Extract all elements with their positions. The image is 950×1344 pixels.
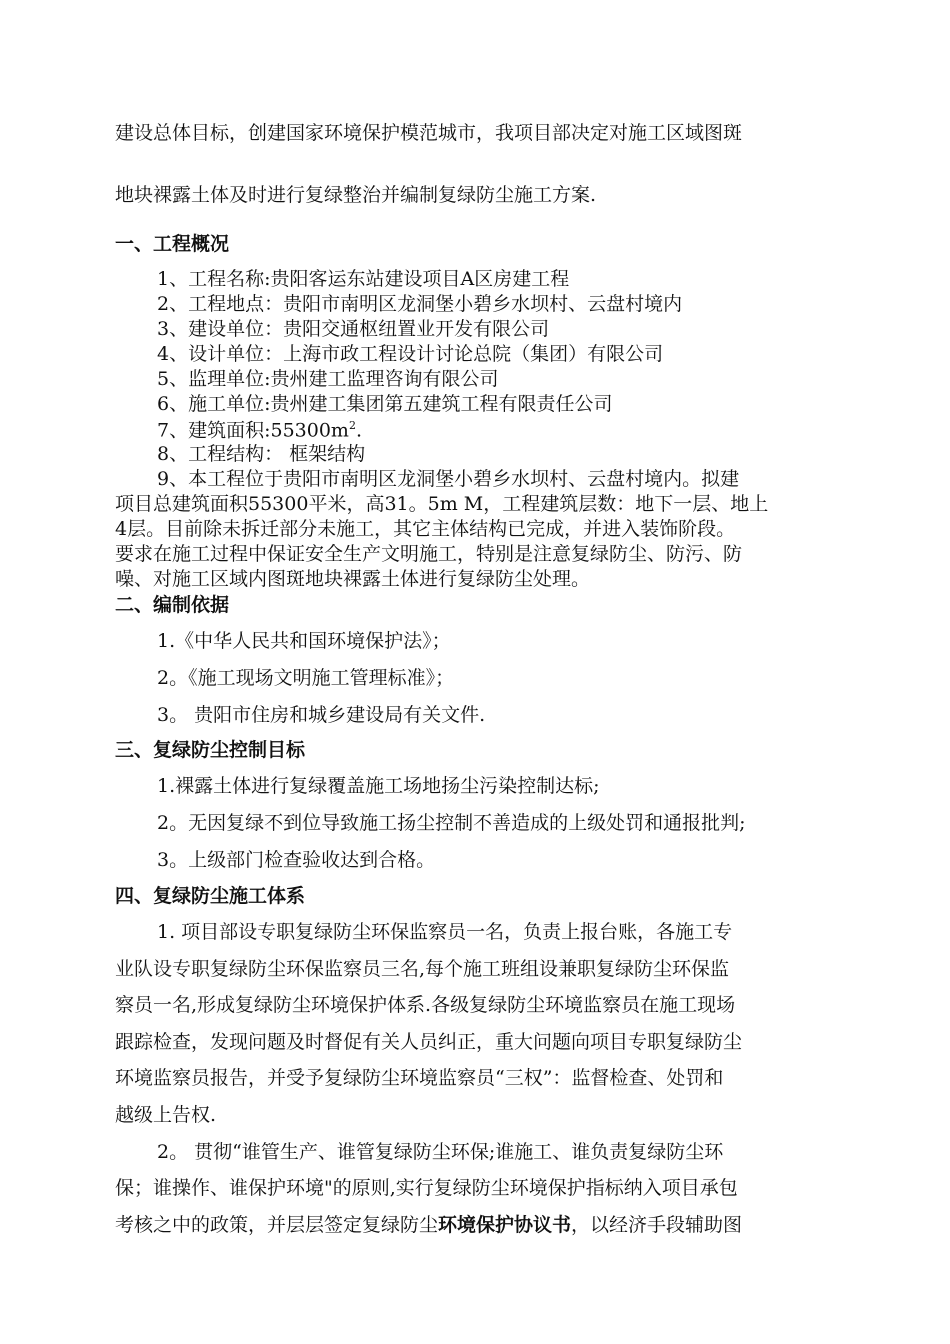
section-4-p2-line-2: 保；谁操作、谁保护环境"的原则,实行复绿防尘环境保护指标纳入项目承包 [115,1177,738,1199]
item-7-superscript: 2 [348,419,356,432]
section-1-item-8: 8、工程结构： 框架结构 [157,443,366,465]
section-4-p1-line-2: 业队设专职复绿防尘环保监察员三名,每个施工班组设兼职复绿防尘环保监 [115,958,730,980]
section-4-p2-line-3 [115,1216,742,1235]
section-2-item-1: 1.《中华人民共和国环境保护法》； [157,630,451,652]
section-3-item-2: 2。无因复绿不到位导致施工扬尘控制不善造成的上级处罚和通报批判; [157,812,746,834]
section-1-item-4: 4、设计单位：上海市政工程设计讨论总院（集团）有限公司 [157,343,664,365]
section-4-p2-line-1: 2。 贯彻“谁管生产、谁管复绿防尘环保;谁施工、谁负责复绿防尘环 [157,1141,724,1163]
section-1-item-9-line-2: 项目总建筑面积55300平米，高31。5m M，工程建筑层数：地下一层、地上 [115,493,769,515]
section-1-heading: 一、工程概况 [115,233,230,255]
section-1-item-9-line-4: 要求在施工过程中保证安全生产文明施工，特别是注意复绿防尘、防污、防 [115,543,743,565]
section-4-p1-line-3: 察员一名,形成复绿防尘环境保护体系.各级复绿防尘环境监察员在施工现场 [115,994,736,1016]
section-1-item-3: 3、建设单位：贵阳交通枢纽置业开发有限公司 [157,318,550,340]
section-2-item-2: 2。《施工现场文明施工管理标准》； [157,667,455,689]
section-1-item-2: 2、工程地点：贵阳市南明区龙洞堡小碧乡水坝村、云盘村境内 [157,293,683,315]
section-4-p1-line-5: 环境监察员报告，并受予复绿防尘环境监察员“三权”：监督检查、处罚和 [115,1067,724,1089]
item-7-suffix: . [355,419,362,442]
section-1-item-9-line-3: 4层。目前除未拆迁部分未施工，其它主体结构已完成，并进入装饰阶段。 [115,518,736,540]
section-3-item-3: 3。上级部门检查验收达到合格。 [157,849,436,871]
section-3-item-1: 1.裸露土体进行复绿覆盖施工场地扬尘污染控制达标; [157,775,600,797]
section-1-item-9-line-1: 9、本工程位于贵阳市南明区龙洞堡小碧乡水坝村、云盘村境内。拟建 [157,468,740,490]
section-4-heading: 四、复绿防尘施工体系 [115,885,306,907]
section-1-item-1: 1、工程名称:贵阳客运东站建设项目A区房建工程 [157,268,570,290]
p2-text-c: ，以经济手段辅助图 [571,1214,743,1236]
section-2-item-3: 3。 贵阳市住房和城乡建设局有关文件. [157,704,486,726]
intro-line-2: 地块裸露土体及时进行复绿整治并编制复绿防尘施工方案. [115,184,597,206]
section-1-item-7 [157,420,362,440]
section-4-p1-line-1: 1. 项目部设专职复绿防尘环保监察员一名，负责上报台账，各施工专 [157,921,733,943]
section-3-heading: 三、复绿防尘控制目标 [115,739,306,761]
p2-bold-text: 环境保护协议书 [438,1214,572,1236]
intro-line-1: 建设总体目标，创建国家环境保护模范城市，我项目部决定对施工区域图斑 [115,122,743,144]
item-7-text: 7、建筑面积:55300m [157,419,349,442]
section-1-item-9-line-5: 噪、对施工区域内图斑地块裸露土体进行复绿防尘处理。 [115,568,591,590]
section-1-item-6: 6、施工单位:贵州建工集团第五建筑工程有限责任公司 [157,393,613,415]
section-4-p1-line-4: 跟踪检查，发现问题及时督促有关人员纠正，重大问题向项目专职复绿防尘 [115,1031,743,1053]
section-2-heading: 二、编制依据 [115,594,230,616]
section-1-item-5: 5、监理单位:贵州建工监理咨询有限公司 [157,368,499,390]
p2-text-a: 考核之中的政策，并层层签定复绿防尘 [115,1214,439,1236]
section-4-p1-line-6: 越级上告权. [115,1104,217,1126]
